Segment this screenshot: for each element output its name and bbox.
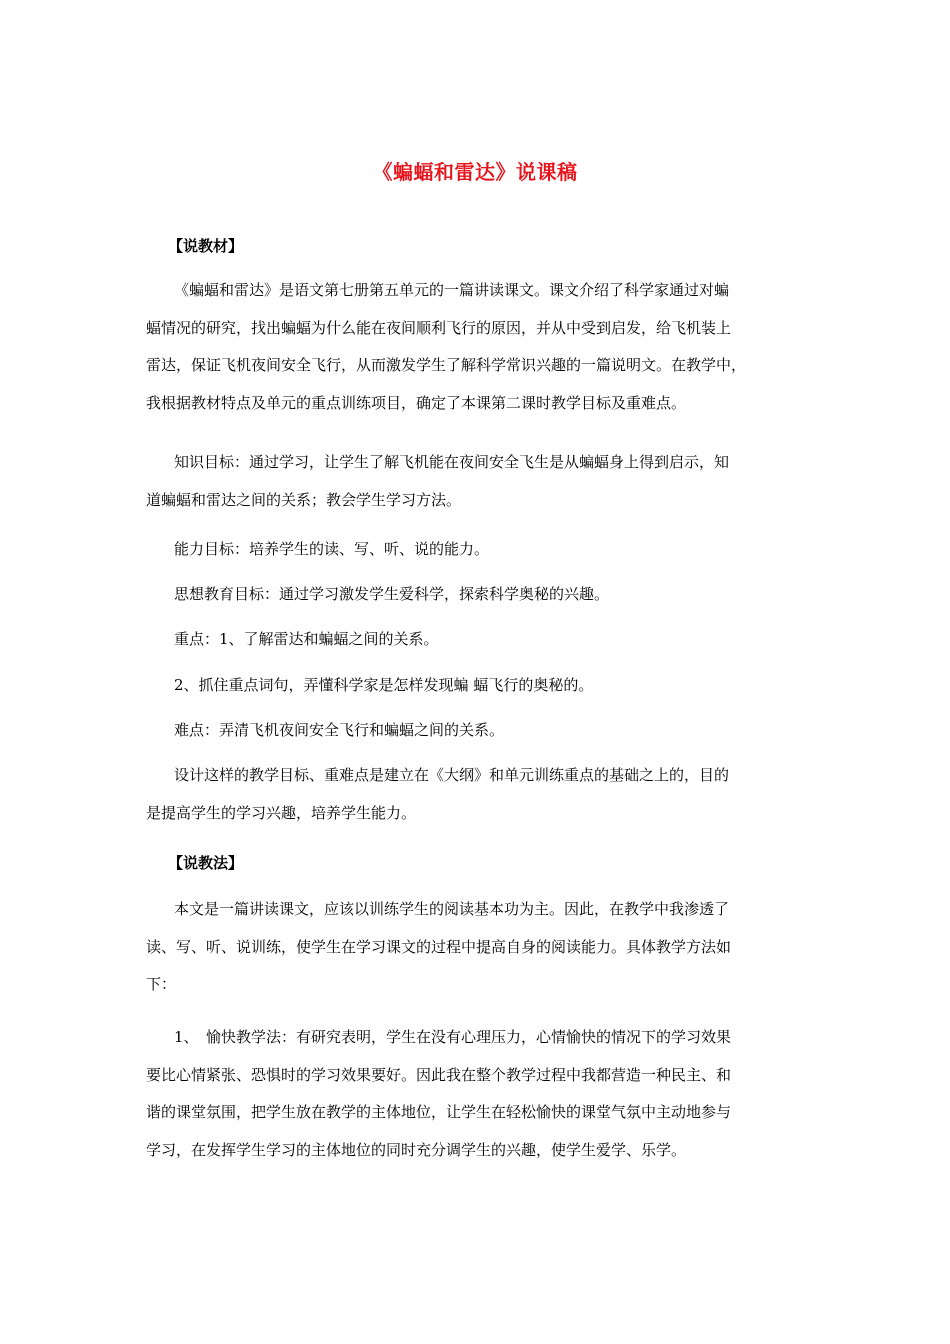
paragraph-method-intro [146, 891, 806, 1004]
section-heading-teaching-material: 【说教材】 [168, 237, 244, 255]
paragraph-material-intro [146, 272, 806, 422]
section-heading-teaching-method: 【说教法】 [168, 854, 244, 872]
paragraph-line: 难点：弄清飞机夜间安全飞行和蝙蝠之间的关系。 [174, 721, 505, 739]
paragraph-line: 我根据教材特点及单元的重点训练项目，确定了本课第二课时教学目标及重难点。 [146, 393, 687, 412]
paragraph-moral-goal [146, 576, 806, 614]
paragraph-line: 重点：1、了解雷达和蝙蝠之间的关系。 [174, 630, 439, 648]
paragraph-line: 思想教育目标：通过学习激发学生爱科学，探索科学奥秘的兴趣。 [174, 585, 610, 603]
paragraph-key-point-1 [146, 621, 806, 659]
paragraph-line: 雷达，保证飞机夜间安全飞行，从而激发学生了解科学常识兴趣的一篇说明文。在教学中， [146, 356, 747, 374]
paragraph-line: 要比心情紧张、恐惧时的学习效果要好。因此我在整个教学过程中我都营造一种民主、和 [146, 1065, 732, 1084]
paragraph-line: 能力目标：培养学生的读、写、听、说的能力。 [174, 540, 490, 558]
paragraph-line: 知识目标：通过学习，让学生了解飞机能在夜间安全飞生是从蝙蝠身上得到启示，知 [174, 453, 730, 471]
paragraph-line: 1、 愉快教学法：有研究表明，学生在没有心理压力，心情愉快的情况下的学习效果 [174, 1028, 732, 1046]
paragraph-line: 《蝙蝠和雷达》是语文第七册第五单元的一篇讲读课文。课文介绍了科学家通过对蝙 [174, 281, 730, 299]
paragraph-line: 2、抓住重点词句，弄懂科学家是怎样发现蝙 蝠飞行的奥秘的。 [174, 676, 594, 694]
document-title: 《蝙蝠和雷达》说课稿 [372, 160, 578, 184]
paragraph-line: 是提高学生的学习兴趣，培养学生能力。 [146, 803, 417, 822]
paragraph-line: 本文是一篇讲读课文，应该以训练学生的阅读基本功为主。因此，在教学中我渗透了 [174, 900, 730, 918]
paragraph-line: 下： [146, 975, 177, 993]
paragraph-line: 设计这样的教学目标、重难点是建立在《大纲》和单元训练重点的基础之上的，目的 [174, 766, 730, 784]
paragraph-design-rationale [146, 757, 806, 832]
paragraph-line: 蝠情况的研究，找出蝙蝠为什么能在夜间顺利飞行的原因，并从中受到启发，给飞机装上 [146, 318, 732, 337]
paragraph-line: 谐的课堂氛围，把学生放在教学的主体地位，让学生在轻松愉快的课堂气氛中主动地参与 [146, 1103, 732, 1121]
paragraph-line: 读、写、听、说训练，使学生在学习课文的过程中提高自身的阅读能力。具体教学方法如 [146, 937, 732, 956]
paragraph-line: 学习，在发挥学生学习的主体地位的同时充分调学生的兴趣，使学生爱学、乐学。 [146, 1140, 687, 1159]
paragraph-happy-teaching [146, 1019, 806, 1169]
paragraph-knowledge-goal [146, 444, 806, 519]
paragraph-line: 道蝙蝠和雷达之间的关系；教会学生学习方法。 [146, 490, 462, 509]
paragraph-key-point-2 [146, 667, 806, 705]
paragraph-difficulty [146, 712, 806, 750]
paragraph-ability-goal [146, 531, 806, 569]
